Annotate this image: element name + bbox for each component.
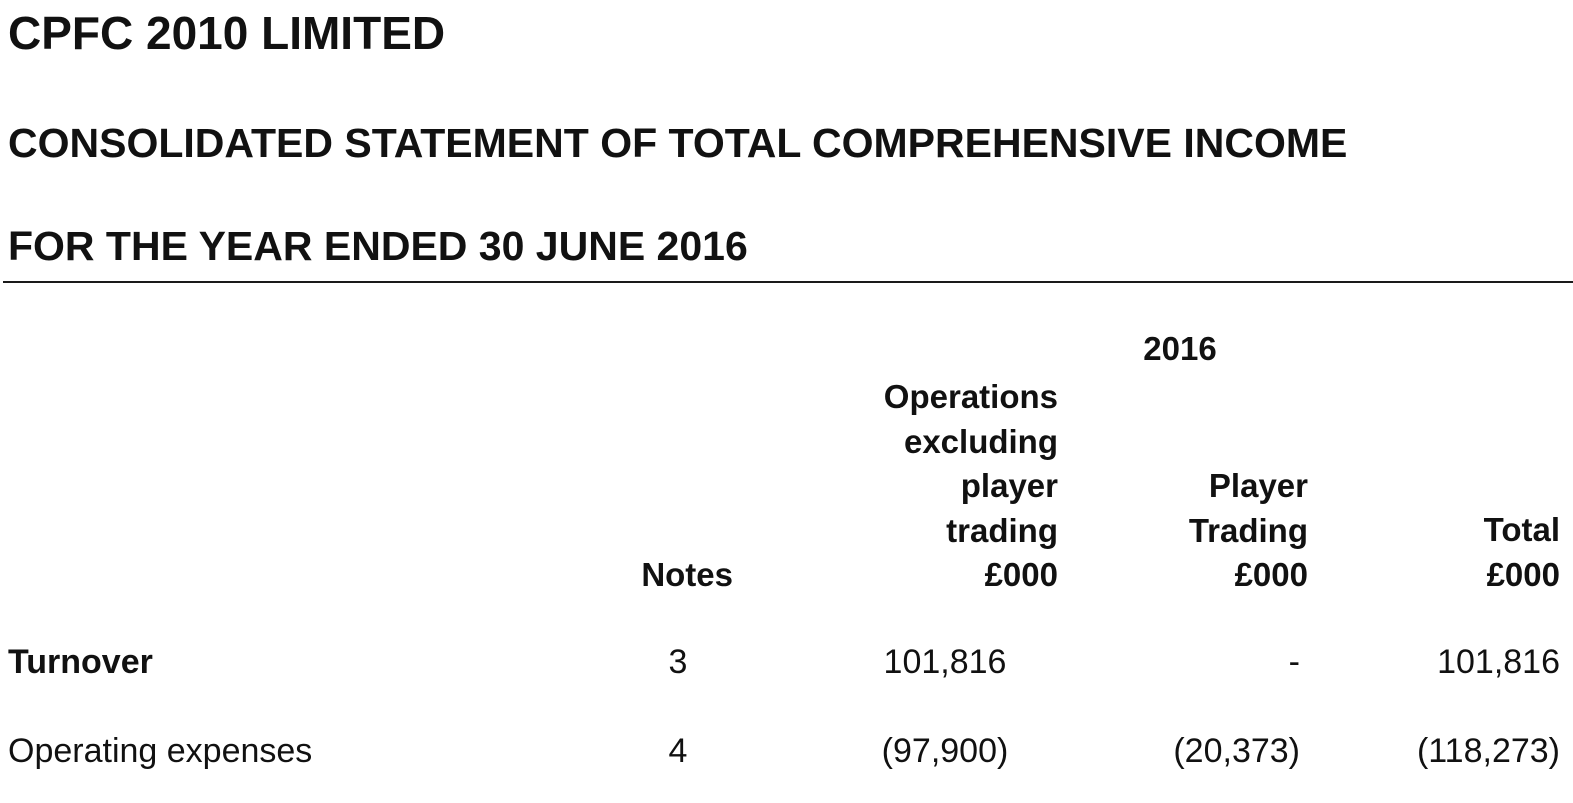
year-heading: 2016 xyxy=(1143,330,1217,367)
heading-rule xyxy=(3,281,1573,283)
total-column-header xyxy=(1400,508,1560,597)
operations-header-line: Operations xyxy=(883,378,1058,415)
operations-header-unit: £000 xyxy=(984,556,1058,593)
operations-header-line: trading xyxy=(946,511,1058,549)
operating-expenses-total-value: (118,273) xyxy=(1416,732,1560,770)
total-header-unit: £000 xyxy=(1486,555,1560,593)
statement-title: CONSOLIDATED STATEMENT OF TOTAL COMPREHENSIVE INCOME xyxy=(8,120,1348,166)
company-name: CPFC 2010 LIMITED xyxy=(8,7,446,59)
turnover-note: 3 xyxy=(668,643,688,681)
player-trading-header-line: Trading xyxy=(1188,511,1308,549)
operating-expenses-player-trading-value: (20,373) xyxy=(1173,732,1300,770)
player-trading-header-unit: £000 xyxy=(1234,556,1308,593)
row-label-operating-expenses: Operating expenses xyxy=(8,732,313,770)
turnover-operations-value: 101,816 xyxy=(883,643,1007,681)
operations-header-line: excluding xyxy=(903,422,1058,460)
operations-column-header xyxy=(800,375,1058,598)
player-trading-header-line: Player xyxy=(1208,467,1308,504)
row-label-turnover: Turnover xyxy=(8,643,153,681)
operating-expenses-note: 4 xyxy=(668,732,688,770)
player-trading-column-header xyxy=(1100,464,1308,598)
operations-header-line: player xyxy=(960,467,1058,504)
notes-column-header xyxy=(600,553,733,598)
period-heading: FOR THE YEAR ENDED 30 JUNE 2016 xyxy=(8,223,748,269)
turnover-player-trading-value: - xyxy=(1288,643,1300,681)
operating-expenses-operations-value: (97,900) xyxy=(881,732,1009,770)
total-header-line: Total xyxy=(1483,511,1560,548)
turnover-total-value: 101,816 xyxy=(1437,643,1560,681)
notes-header-label: Notes xyxy=(641,556,733,593)
